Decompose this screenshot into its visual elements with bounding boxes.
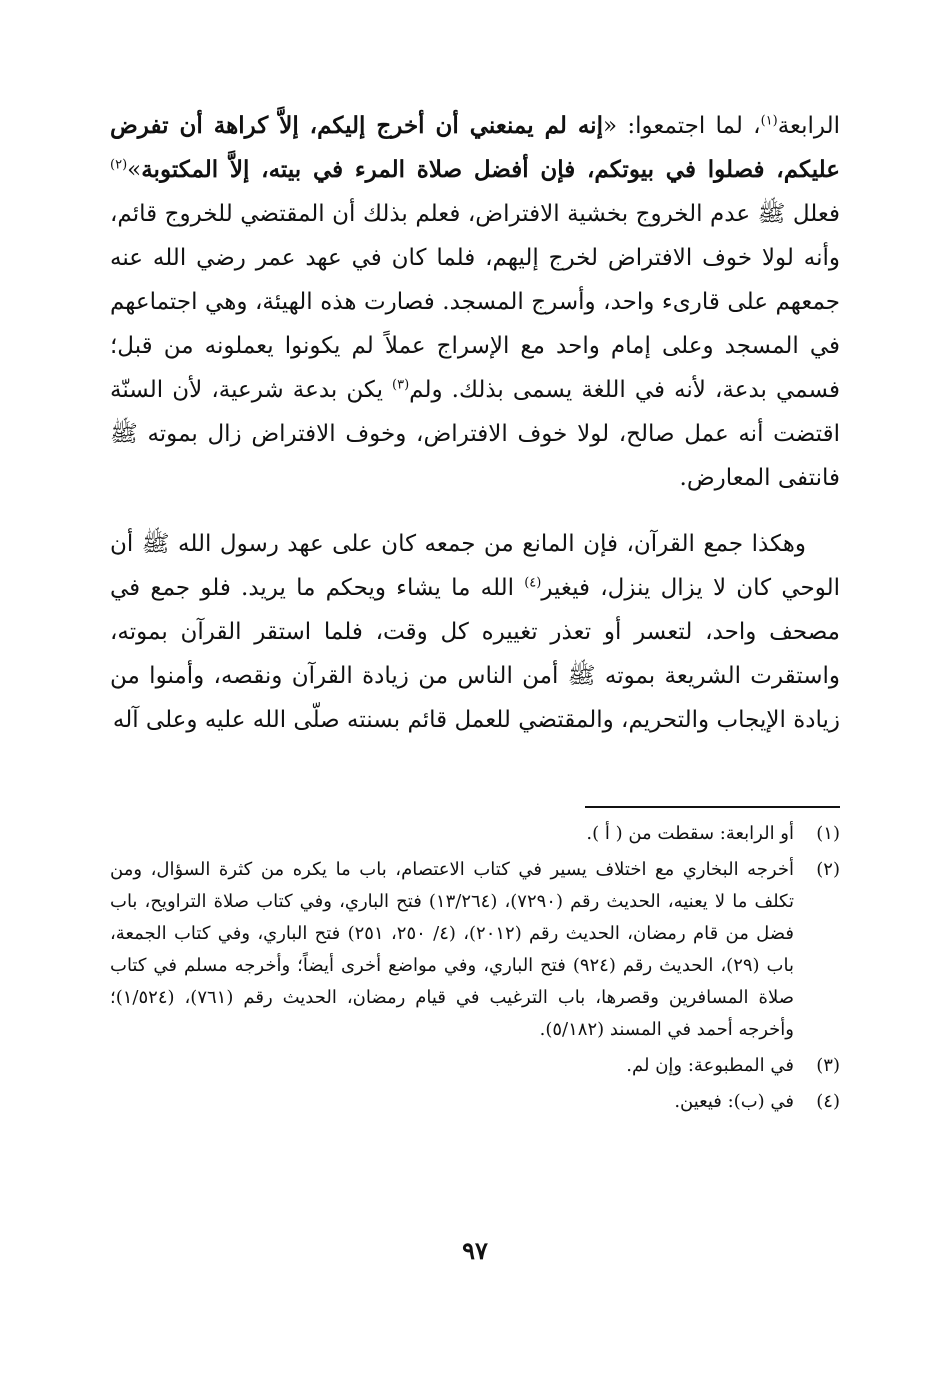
hadith-quote: إنه لم يمنعني أن أخرج إليكم، إلاَّ كراهة أن تفرض عليكم، فصلوا في بيوتكم، فإن أفضل صلاة المرء في بيته، إلاَّ المكتوبة [110, 112, 840, 183]
footnote-ref-2[interactable]: (٢) [110, 157, 128, 173]
main-text [110, 104, 840, 742]
paragraph-1 [110, 104, 840, 500]
text-run: وهكذا جمع القرآن، فإن المانع من جمعه كان على عهد رسول الله ﷺ أن الوحي كان لا يزال ينزل، فيغير [110, 531, 840, 601]
footnote-number: (٤) [816, 1091, 840, 1112]
text-run: الرابعة [777, 113, 841, 139]
footnote-text: أو الرابعة: سقطت من ( أ ). [586, 823, 794, 844]
footnote-ref-1[interactable]: (١) [760, 113, 778, 129]
footnote-item [110, 818, 840, 850]
text-run: فعلل ﷺ عدم الخروج بخشية الافتراض، فعلم بذلك أن المقتضي للخروج قائم، وأنه لولا خوف الافتراض لخرج إليهم، فلما كان في عهد عمر رضي الله عنه جمعهم على قارىء واحد، وأسرج المسجد. فصارت هذه الهيئة، وهي اجتماعهم في المسجد وعلى إمام واحد مع الإسراج عملاً لم يكونوا يعملونه من قبل؛ فسمي بدعة، لأنه في اللغة يسمى بذلك. ولم [110, 201, 840, 403]
footnote-number: (٢) [816, 859, 840, 880]
text-run: الله ما يشاء ويحكم ما يريد. فلو جمع في مصحف واحد، لتعسر أو تعذر تغييره كل وقت، فلما استقر القرآن بموته، واستقرت الشريعة بموته ﷺ أمن الناس من زيادة القرآن ونقصه، وأمنوا من زيادة الإيجاب والتحريم، والمقتضي للعمل قائم بسنته صلّى الله عليه وعلى آله [110, 575, 840, 733]
text-run: » [127, 157, 142, 183]
footnote-text: في المطبوعة: وإن لم. [626, 1055, 794, 1076]
footnote-text: أخرجه البخاري مع اختلاف يسير في كتاب الاعتصام، باب ما يكره من كثرة السؤال، ومن تكلف ما لا يعنيه، الحديث رقم (٧٢٩٠)، (١٣/٢٦٤) فتح الباري، وفي كتاب صلاة التراويح، باب فضل من قام رمضان، الحديث رقم (٢٠١٢)، (٤/ ٢٥٠، ٢٥١) فتح الباري، وفي كتاب الجمعة، باب (٢٩)، الحديث رقم (٩٢٤) فتح الباري، وفي مواضع أخرى أيضاً؛ وأخرجه مسلم في كتاب صلاة المسافرين وقصرها، باب الترغيب في قيام رمضان، الحديث رقم (٧٦١)، (١/٥٢٤)؛ وأخرجه أحمد في المسند (٥/١٨٢). [110, 859, 795, 1040]
footnote-number: (٣) [816, 1055, 840, 1076]
footnote-item [110, 1086, 840, 1118]
footnote-ref-3[interactable]: (٣) [392, 377, 410, 393]
footnote-item [110, 854, 840, 1046]
text-run: ، لما اجتمعوا: « [602, 113, 761, 139]
footnotes [110, 818, 840, 1122]
footnote-item [110, 1050, 840, 1082]
paragraph-2 [110, 522, 840, 742]
footnote-ref-4[interactable]: (٤) [524, 575, 542, 591]
footnote-divider [585, 806, 840, 808]
page-number: ٩٧ [462, 1236, 488, 1265]
footnote-number: (١) [816, 823, 840, 844]
text-run: يكن بدعة شرعية، لأن السنّة اقتضت أنه عمل صالح، لولا خوف الافتراض، وخوف الافتراض زال بموته ﷺ فانتفى المعارض. [110, 377, 840, 491]
footnote-text: في (ب): فيعين. [674, 1091, 794, 1112]
